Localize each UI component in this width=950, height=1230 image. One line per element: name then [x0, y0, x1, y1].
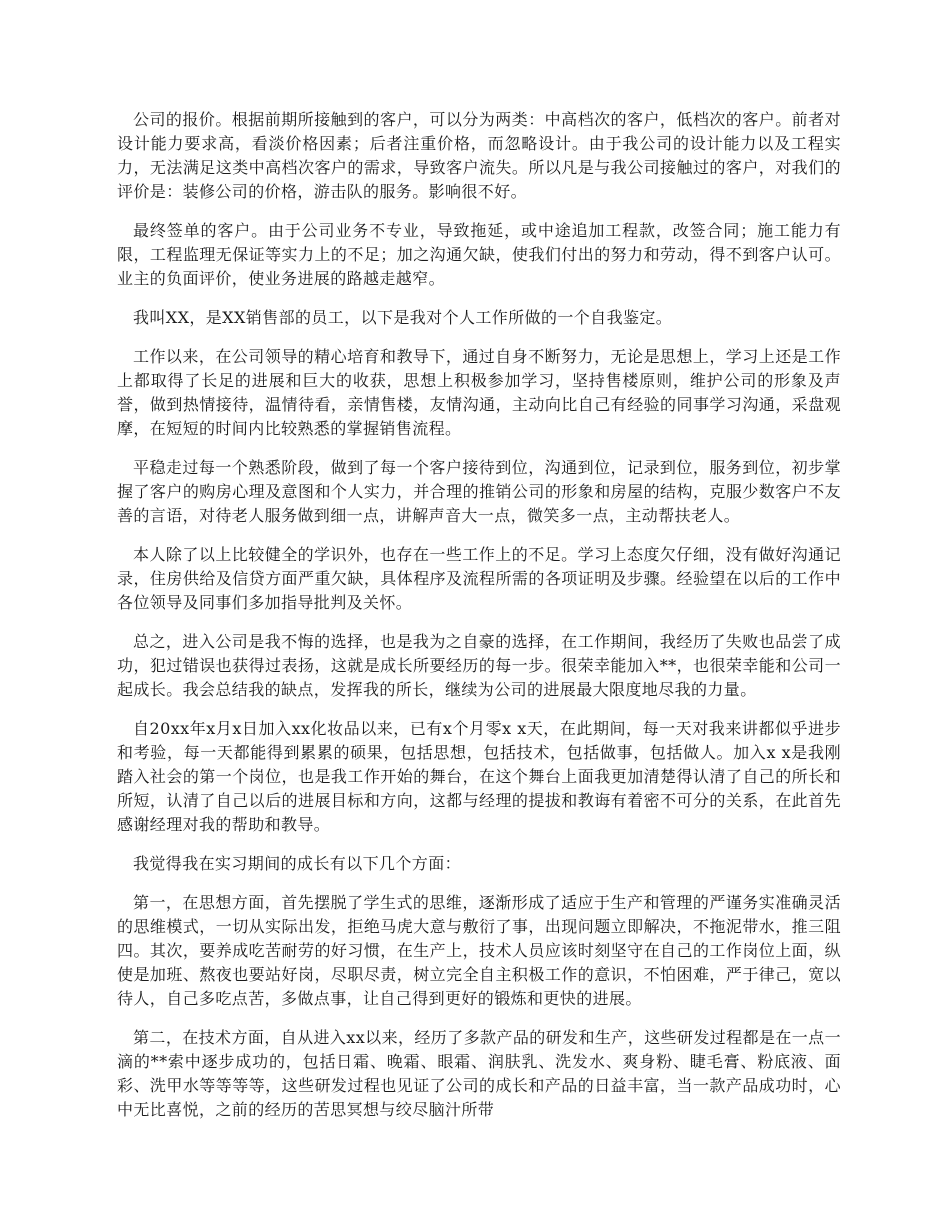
paragraph-conclusion: 总之，进入公司是我不悔的选择，也是我为之自豪的选择，在工作期间，我经历了失败也品尝了成功，犯过错误也获得过表扬，这就是成长所要经历的每一步。很荣幸能加入**，也很荣幸能和公司一起成长。我会总结我的缺点，发挥我的所长，继续为公司的进展最大限度地尽我的力量。 [117, 632, 841, 699]
paragraph-work-progress: 工作以来，在公司领导的精心培育和教导下，通过自身不断努力，无论是思想上，学习上还是工作上都取得了长足的进展和巨大的收获，思想上积极参加学习，坚持售楼原则，维护公司的形象及声誉，做到热情接待，温情待看，亲情售楼，友情沟通，主动向比自己有经验的同事学习沟通，采盘观摩，在短短的时间内比较熟悉的掌握销售流程。 [117, 347, 841, 438]
paragraph-thinking: 第一，在思想方面，首先摆脱了学生式的思维，逐渐形成了适应于生产和管理的严谨务实准确灵活的思维模式，一切从实际出发，拒绝马虎大意与敷衍了事，出现问题立即解决，不拖泥带水，推三阻四。其次，要养成吃苦耐劳的好习惯，在生产上，技术人员应该时刻坚守在自己的工作岗位上面，纵使是加班、熬夜也要站好岗，尽职尽责，树立完全自主积极工作的意识，不怕困难，严于律己，宽以待人，自己多吃点苦，多做点事，让自己得到更好的锻炼和更快的进展。 [117, 893, 841, 1008]
document-page [117, 108, 841, 1137]
paragraph-customer-service: 平稳走过每一个熟悉阶段，做到了每一个客户接待到位，沟通到位，记录到位，服务到位，初步掌握了客户的购房心理及意图和个人实力，并合理的推销公司的形象和房屋的结构，克服少数客户不友善的言语，对待老人服务做到细一点，讲解声音大一点，微笑多一点，主动帮扶老人。 [117, 458, 841, 525]
paragraph-growth-aspects: 我觉得我在实习期间的成长有以下几个方面： [133, 854, 462, 873]
paragraph-self-intro: 我叫XX，是XX销售部的员工，以下是我对个人工作所做的一个自我鉴定。 [133, 308, 673, 327]
paragraph-shortcomings: 本人除了以上比较健全的学识外，也存在一些工作上的不足。学习上态度欠仔细，没有做好沟通记录，住房供给及信贷方面严重欠缺，具体程序及流程所需的各项证明及步骤。经验望在以后的工作中各位领导及同事们多加指导批判及关怀。 [117, 545, 841, 612]
paragraph-cosmetics-intro: 自20xx年x月x日加入xx化妆品以来，已有x个月零x x天，在此期间，每一天对我来讲都似乎进步和考验，每一天都能得到累累的硕果，包括思想，包括技术，包括做事，包括做人。加入x x是我刚踏入社会的第一个岗位，也是我工作开始的舞台，在这个舞台上面我更加清楚得认清了自己的所长和所短，认清了自己以后的进展目标和方向，这都与经理的提拔和教诲有着密不可分的关系，在此首先感谢经理对我的帮助和教导。 [117, 719, 841, 834]
paragraph-quotation-clients: 公司的报价。根据前期所接触到的客户，可以分为两类：中高档次的客户，低档次的客户。前者对设计能力要求高，看淡价格因素；后者注重价格，而忽略设计。由于我公司的设计能力以及工程实力，无法满足这类中高档次客户的需求，导致客户流失。所以凡是与我公司接触过的客户，对我们的评价是：装修公司的价格，游击队的服务。影响很不好。 [117, 110, 841, 201]
paragraph-signed-clients: 最终签单的客户。由于公司业务不专业，导致拖延，或中途追加工程款，改签合同；施工能力有限，工程监理无保证等实力上的不足；加之沟通欠缺，使我们付出的努力和劳动，得不到客户认可。业主的负面评价，使业务进展的路越走越窄。 [117, 221, 841, 288]
paragraph-technology: 第二，在技术方面，自从进入xx以来，经历了多款产品的研发和生产，这些研发过程都是在一点一滴的**索中逐步成功的，包括日霜、晚霜、眼霜、润肤乳、洗发水、爽身粉、睫毛膏、粉底液、面彩、洗甲水等等等等，这些研发过程也见证了公司的成长和产品的日益丰富，当一款产品成功时，心中无比喜悦，之前的经历的苦思冥想与绞尽脑汁所带 [117, 1028, 841, 1119]
